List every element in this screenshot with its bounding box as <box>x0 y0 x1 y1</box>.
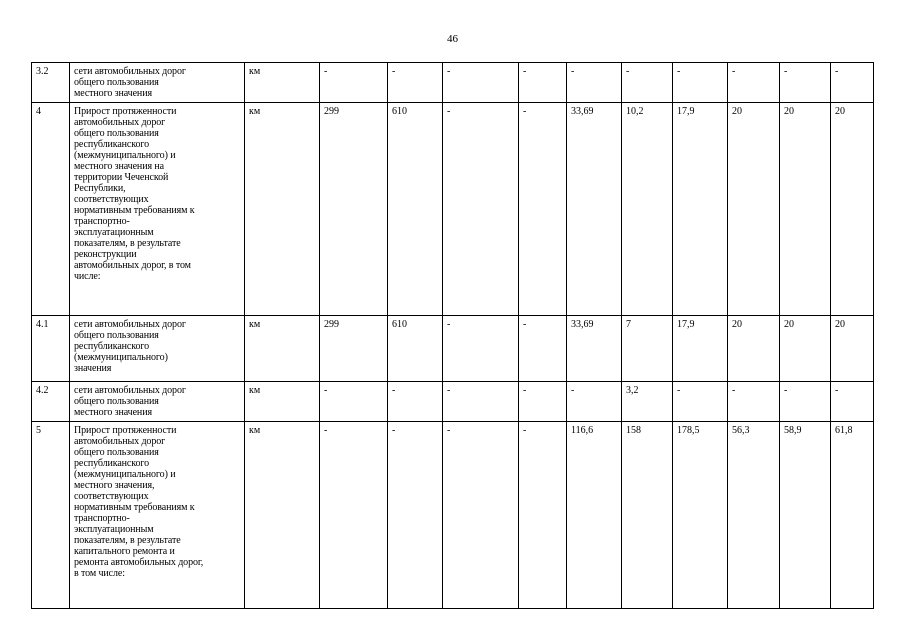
indicator-name-cell: сети автомобильных дорог общего пользования местного значения <box>70 382 245 422</box>
value-cell: 7 <box>622 316 673 382</box>
value-cell: - <box>443 103 519 316</box>
value-cell: 61,8 <box>831 422 874 609</box>
row-number-cell: 4.1 <box>32 316 70 382</box>
value-cell: 20 <box>780 316 831 382</box>
value-cell: 20 <box>728 103 780 316</box>
table-row <box>32 382 874 422</box>
value-cell: - <box>519 63 567 103</box>
value-cell: 610 <box>388 316 443 382</box>
value-cell: - <box>443 382 519 422</box>
indicator-name-cell: сети автомобильных дорог общего пользования республиканского (межмуниципального) значения <box>70 316 245 382</box>
value-cell: - <box>519 382 567 422</box>
indicators-table <box>31 62 874 609</box>
value-cell: 116,6 <box>567 422 622 609</box>
value-cell: - <box>673 382 728 422</box>
table-row <box>32 316 874 382</box>
value-cell: 610 <box>388 103 443 316</box>
unit-cell: км <box>245 316 320 382</box>
value-cell: 20 <box>728 316 780 382</box>
value-cell: - <box>780 63 831 103</box>
value-cell: - <box>443 63 519 103</box>
value-cell: 178,5 <box>673 422 728 609</box>
value-cell: 17,9 <box>673 103 728 316</box>
value-cell: - <box>443 316 519 382</box>
unit-cell: км <box>245 382 320 422</box>
table-row <box>32 103 874 316</box>
value-cell: - <box>567 63 622 103</box>
value-cell: 10,2 <box>622 103 673 316</box>
indicator-name-cell: сети автомобильных дорог общего пользования местного значения <box>70 63 245 103</box>
value-cell: 33,69 <box>567 316 622 382</box>
value-cell: - <box>320 63 388 103</box>
row-number-cell: 5 <box>32 422 70 609</box>
value-cell: 299 <box>320 103 388 316</box>
page-number: 46 <box>447 33 458 45</box>
value-cell: - <box>519 316 567 382</box>
value-cell: - <box>320 382 388 422</box>
value-cell: 56,3 <box>728 422 780 609</box>
value-cell: 58,9 <box>780 422 831 609</box>
value-cell: - <box>388 63 443 103</box>
value-cell: - <box>519 422 567 609</box>
value-cell: 299 <box>320 316 388 382</box>
value-cell: 20 <box>831 316 874 382</box>
unit-cell: км <box>245 422 320 609</box>
value-cell: - <box>831 63 874 103</box>
value-cell: - <box>519 103 567 316</box>
table-row <box>32 422 874 609</box>
row-number-cell: 4 <box>32 103 70 316</box>
value-cell: 3,2 <box>622 382 673 422</box>
value-cell: - <box>780 382 831 422</box>
value-cell: - <box>567 382 622 422</box>
unit-cell: км <box>245 63 320 103</box>
table-row <box>32 63 874 103</box>
value-cell: - <box>673 63 728 103</box>
value-cell: - <box>388 422 443 609</box>
value-cell: - <box>728 63 780 103</box>
row-number-cell: 3.2 <box>32 63 70 103</box>
value-cell: - <box>728 382 780 422</box>
value-cell: - <box>831 382 874 422</box>
indicator-name-cell: Прирост протяженности автомобильных дорог общего пользования республиканского (межмуниципального) и местного значения на территории Чеченской Республики, соответствующих нормативным требованиям к транспортно- эксплуатационным показателям, в результате реконструкции автомобильных дорог, в том числе: <box>70 103 245 316</box>
table-body <box>32 63 874 609</box>
value-cell: 158 <box>622 422 673 609</box>
value-cell: - <box>622 63 673 103</box>
value-cell: 17,9 <box>673 316 728 382</box>
indicator-name-cell: Прирост протяженности автомобильных дорог общего пользования республиканского (межмуниципального) и местного значения, соответствующих нормативным требованиям к транспортно- эксплуатационным показателям, в результате капитального ремонта и ремонта автомобильных дорог, в том числе: <box>70 422 245 609</box>
value-cell: - <box>443 422 519 609</box>
value-cell: 33,69 <box>567 103 622 316</box>
unit-cell: км <box>245 103 320 316</box>
row-number-cell: 4.2 <box>32 382 70 422</box>
value-cell: - <box>320 422 388 609</box>
value-cell: 20 <box>831 103 874 316</box>
value-cell: - <box>388 382 443 422</box>
value-cell: 20 <box>780 103 831 316</box>
